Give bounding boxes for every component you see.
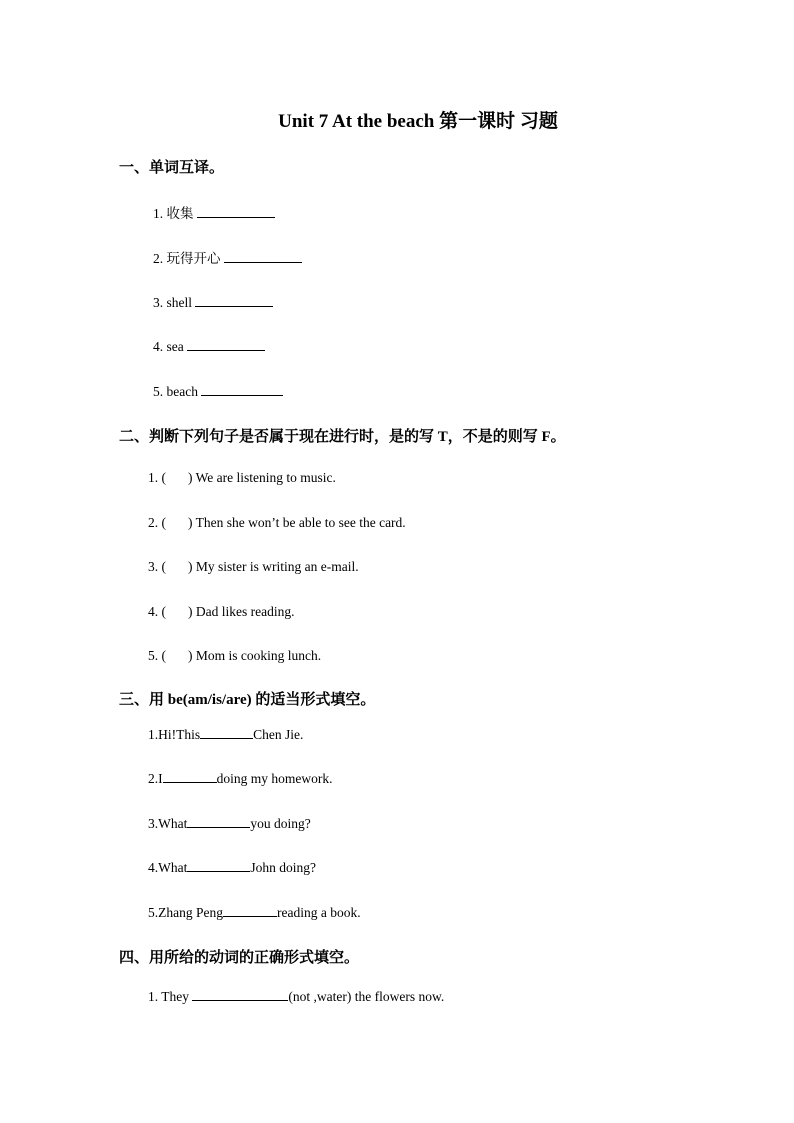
section-1-item-2	[153, 247, 302, 267]
section-3-item-2	[148, 768, 333, 787]
item-before: 4.What	[148, 860, 188, 875]
section-2-item-1	[148, 470, 336, 486]
section-1-item-3	[153, 292, 273, 311]
page-title: Unit 7 At the beach 第一课时 习题	[278, 111, 558, 132]
paren-close: )	[188, 515, 193, 530]
answer-blank[interactable]	[201, 381, 283, 396]
answer-blank[interactable]	[187, 857, 250, 872]
section-2-heading: 二、判断下列句子是否属于现在进行时，是的写 T，不是的则写 F。	[119, 429, 566, 445]
item-text: 3. shell	[153, 295, 196, 310]
answer-blank[interactable]	[197, 203, 275, 218]
paren-close: )	[188, 604, 193, 619]
item-number: 4. (	[148, 604, 166, 619]
section-4-item-1	[148, 986, 444, 1005]
item-after: reading a book.	[277, 905, 361, 920]
section-3-item-5	[148, 902, 361, 921]
item-number: 2. (	[148, 515, 166, 530]
answer-blank[interactable]	[200, 724, 253, 739]
answer-blank[interactable]	[223, 902, 277, 917]
section-2-item-3	[148, 559, 359, 575]
answer-blank[interactable]	[187, 813, 250, 828]
item-after: Chen Jie.	[253, 727, 304, 742]
sentence: Mom is cooking lunch.	[192, 648, 322, 663]
sentence: We are listening to music.	[192, 470, 336, 485]
section-1-item-1	[153, 202, 275, 222]
item-text: 2. 玩得开心	[153, 251, 224, 266]
sentence: Then she won’t be able to see the card.	[192, 515, 406, 530]
answer-blank[interactable]	[195, 292, 273, 307]
item-text: 4. sea	[153, 339, 188, 354]
item-before: 2.I	[148, 771, 163, 786]
item-before: 1. They	[148, 989, 193, 1004]
item-text: 5. beach	[153, 384, 202, 399]
sentence: Dad likes reading.	[192, 604, 295, 619]
item-after: John doing?	[250, 860, 316, 875]
item-number: 5. (	[148, 648, 166, 663]
section-2-item-5	[148, 648, 321, 664]
section-1-heading: 一、单词互译。	[119, 160, 225, 176]
item-after: you doing?	[250, 816, 311, 831]
item-text: 1. 收集	[153, 206, 197, 221]
answer-blank[interactable]	[163, 768, 217, 783]
section-1-item-5	[153, 381, 283, 400]
item-before: 3.What	[148, 816, 188, 831]
section-3-item-4	[148, 857, 316, 876]
answer-blank[interactable]	[192, 986, 288, 1001]
section-3-item-3	[148, 813, 311, 832]
item-after: (not ,water) the flowers now.	[288, 989, 445, 1004]
section-2-item-4	[148, 604, 294, 620]
section-1-item-4	[153, 336, 265, 355]
item-before: 1.Hi!This	[148, 727, 201, 742]
answer-blank[interactable]	[187, 336, 265, 351]
section-2-item-2	[148, 515, 406, 531]
item-before: 5.Zhang Peng	[148, 905, 223, 920]
answer-blank[interactable]	[224, 248, 302, 263]
section-3-heading: 三、用 be(am/is/are) 的适当形式填空。	[119, 692, 376, 708]
section-3-item-1	[148, 724, 303, 743]
item-number: 1. (	[148, 470, 166, 485]
paren-close: )	[188, 470, 193, 485]
sentence: My sister is writing an e-mail.	[192, 559, 359, 574]
item-after: doing my homework.	[216, 771, 333, 786]
item-number: 3. (	[148, 559, 166, 574]
section-4-heading: 四、用所给的动词的正确形式填空。	[119, 950, 360, 966]
paren-close: )	[188, 559, 193, 574]
paren-close: )	[188, 648, 193, 663]
